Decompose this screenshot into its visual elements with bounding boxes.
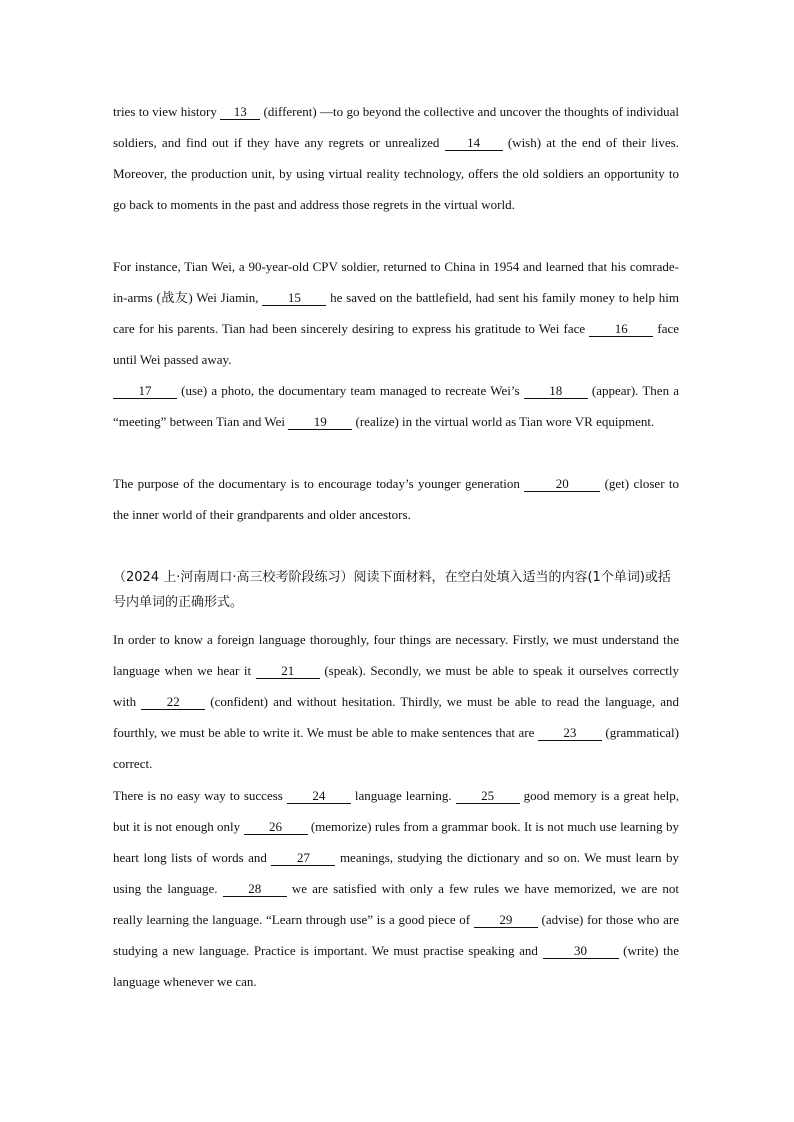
blank-23: 23 bbox=[538, 726, 602, 741]
passage2-paragraph1 bbox=[113, 624, 679, 779]
blank-22: 22 bbox=[141, 695, 205, 710]
text: (use) a photo, the documentary team managed to recreate Wei’s bbox=[177, 383, 524, 398]
section-heading: （2024 上·河南周口·高三校考阶段练习）阅读下面材料，在空白处填入适当的内容(1个单词)或括号内单词的正确形式。 bbox=[113, 570, 671, 610]
passage2-paragraph2 bbox=[113, 780, 679, 997]
text: In order to know a foreign language thoroughly, four things are necessary. Firstly, we must understand the language when we hear it bbox=[113, 632, 679, 678]
blank-13: 13 bbox=[220, 105, 260, 120]
text: (confident) and without hesitation. Thirdly, we must be able to read the language, and fourthly, we must be able to write it. We must be able to make sentences that are bbox=[113, 694, 679, 740]
passage1-paragraph4 bbox=[113, 468, 679, 530]
blank-15: 15 bbox=[262, 291, 326, 306]
blank-16: 16 bbox=[589, 322, 653, 337]
text: we are satisfied with only a few rules we have memorized, we are not really learning the language. “Learn through use” is a good piece of bbox=[113, 881, 679, 927]
passage1-paragraph3 bbox=[113, 375, 679, 437]
blank-26: 26 bbox=[244, 820, 308, 835]
text: (realize) in the virtual world as Tian wore VR equipment. bbox=[352, 414, 655, 429]
text: he saved on the battlefield, had sent his family money to help him care for his parents. Tian had been sincerely desiring to express his gratitude to Wei face bbox=[113, 290, 679, 336]
text: face until Wei passed away. bbox=[113, 321, 680, 367]
text: language learning. bbox=[350, 788, 456, 803]
text: (advise) for those who are studying a new language. Practice is important. We must practise speaking and bbox=[113, 912, 679, 958]
blank-24: 24 bbox=[287, 789, 351, 804]
text: (appear). Then a “meeting” between Tian and Wei bbox=[113, 383, 680, 429]
text: tries to view history bbox=[113, 104, 221, 119]
blank-27: 27 bbox=[271, 851, 335, 866]
passage1-paragraph1 bbox=[113, 96, 679, 220]
blank-20: 20 bbox=[524, 477, 600, 492]
blank-19: 19 bbox=[288, 415, 352, 430]
text: (wish) at the end of their lives. Moreover, the production unit, by using virtual reality technology, offers the old soldiers an opportunity to go back to moments in the past and address those regrets in the virtual world. bbox=[113, 135, 679, 212]
text: (get) closer to the inner world of their grandparents and older ancestors. bbox=[113, 476, 679, 522]
text: (different) —to go beyond the collective and uncover the thoughts of individual soldiers, and find out if they have any regrets or unrealized bbox=[113, 104, 679, 150]
text: meanings, studying the dictionary and so on. We must learn by using the language. bbox=[113, 850, 679, 896]
text: (grammatical) correct. bbox=[113, 725, 679, 771]
text: The purpose of the documentary is to encourage today’s younger generation bbox=[113, 476, 525, 491]
blank-21: 21 bbox=[256, 664, 320, 679]
passage1-paragraph2 bbox=[113, 251, 679, 375]
text: (memorize) rules from a grammar book. It is not much use learning by heart long lists of words and bbox=[113, 819, 679, 865]
text: For instance, Tian Wei, a 90-year-old CPV soldier, returned to China in 1954 and learned that his comrade-in-arms (战友) Wei Jiamin, bbox=[113, 259, 679, 305]
text: good memory is a great help, but it is not enough only bbox=[113, 788, 679, 834]
text: (speak). Secondly, we must be able to speak it ourselves correctly with bbox=[113, 663, 679, 709]
blank-29: 29 bbox=[474, 913, 538, 928]
blank-18: 18 bbox=[524, 384, 588, 399]
blank-17: 17 bbox=[113, 384, 177, 399]
blank-30: 30 bbox=[543, 944, 619, 959]
blank-28: 28 bbox=[223, 882, 287, 897]
blank-14: 14 bbox=[445, 136, 503, 151]
blank-25: 25 bbox=[456, 789, 520, 804]
text: (write) the language whenever we can. bbox=[113, 943, 679, 989]
text: There is no easy way to success bbox=[113, 788, 287, 803]
